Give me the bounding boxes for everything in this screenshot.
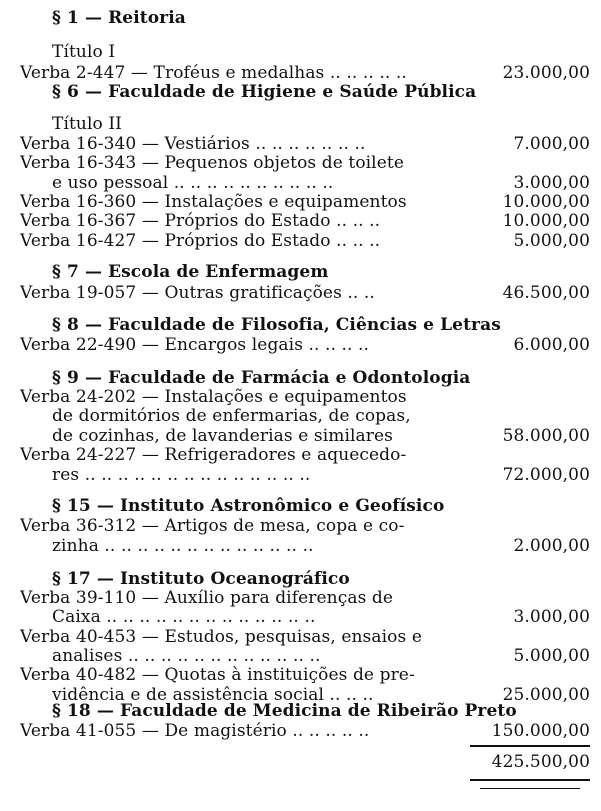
row-amount: 5.000,00 [513, 646, 590, 666]
row-text: Verba 41-055 — De magistério .. .. .. .. .. [20, 721, 370, 741]
row-amount: 3.000,00 [513, 607, 590, 627]
row-amount [480, 588, 590, 608]
row-amount: 25.000,00 [502, 685, 590, 705]
budget-row [20, 134, 590, 154]
row-text: Verba 22-490 — Encargos legais .. .. .. .. [20, 335, 370, 355]
row-text: Verba 16-360 — Instalações e equipamentos [20, 192, 407, 212]
row-amount: 46.500,00 [502, 283, 590, 303]
budget-row [20, 516, 590, 536]
budget-row [20, 192, 590, 212]
row-amount: 10.000,00 [502, 211, 590, 231]
budget-row [20, 153, 590, 173]
row-text: Verba 39-110 — Auxílio para diferenças de [20, 588, 394, 608]
row-amount [480, 627, 590, 647]
row-text: Verba 24-227 — Refrigeradores e aquecedo- [20, 445, 407, 465]
row-text: de dormitórios de enfermarias, de copas, [52, 406, 411, 426]
section-heading: § 18 — Faculdade de Medicina de Ribeirão Preto [52, 701, 517, 721]
total-row [20, 752, 590, 772]
budget-row [52, 426, 590, 446]
budget-row [52, 465, 590, 485]
total-amount: 425.500,00 [491, 752, 590, 772]
row-text: Verba 19-057 — Outras gratificações .. .. [20, 283, 375, 303]
row-amount: 5.000,00 [513, 231, 590, 251]
row-amount: 58.000,00 [502, 426, 590, 446]
row-text: Verba 36-312 — Artigos de mesa, copa e co- [20, 516, 405, 536]
budget-row [52, 173, 590, 193]
budget-row [20, 627, 590, 647]
budget-row [20, 211, 590, 231]
budget-row [20, 588, 590, 608]
row-text: e uso pessoal .. .. .. .. .. .. .. .. .. .. [52, 173, 334, 193]
row-amount: 6.000,00 [513, 335, 590, 355]
row-text: Verba 16-427 — Próprios do Estado .. .. .. [20, 231, 381, 251]
row-amount: 7.000,00 [513, 134, 590, 154]
budget-row [20, 665, 590, 685]
row-text: vidência e de assistência social .. .. .. [52, 685, 374, 705]
titulo-heading: Título II [52, 114, 122, 134]
row-text: Verba 16-367 — Próprios do Estado .. .. .. [20, 211, 381, 231]
section-heading: § 1 — Reitoria [52, 8, 186, 28]
section-heading: § 15 — Instituto Astronômico e Geofísico [52, 496, 445, 516]
budget-row [20, 721, 590, 741]
section-heading: § 7 — Escola de Enfermagem [52, 262, 329, 282]
row-text: analises .. .. .. .. .. .. .. .. .. .. .. .. [52, 646, 321, 666]
budget-row [20, 445, 590, 465]
row-text: zinha .. .. .. .. .. .. .. .. .. .. .. .. .. [52, 536, 314, 556]
row-text: Verba 24-202 — Instalações e equipamentos [20, 387, 407, 407]
row-text: res .. .. .. .. .. .. .. .. .. .. .. .. .. .. [52, 465, 311, 485]
row-text: de cozinhas, de lavanderias e similares [52, 426, 394, 446]
section-heading: § 9 — Faculdade de Farmácia e Odontologia [52, 368, 471, 388]
row-amount [480, 445, 590, 465]
row-text: Verba 2-447 — Troféus e medalhas .. .. .. .. .. [20, 63, 407, 83]
budget-row [20, 335, 590, 355]
row-text: Verba 40-482 — Quotas à instituições de pre- [20, 665, 415, 685]
total-rule-bottom [470, 779, 590, 781]
row-amount [480, 387, 590, 407]
budget-row [20, 63, 590, 83]
row-amount: 23.000,00 [502, 63, 590, 83]
row-text: Verba 16-343 — Pequenos objetos de toilete [20, 153, 404, 173]
row-amount: 150.000,00 [491, 721, 590, 741]
row-text: Caixa .. .. .. .. .. .. .. .. .. .. .. .. .. [52, 607, 316, 627]
budget-row [52, 536, 590, 556]
budget-row [52, 607, 590, 627]
row-amount [480, 516, 590, 536]
row-amount: 72.000,00 [502, 465, 590, 485]
row-amount: 10.000,00 [502, 192, 590, 212]
row-amount: 3.000,00 [513, 173, 590, 193]
row-amount: 2.000,00 [513, 536, 590, 556]
row-text: Verba 16-340 — Vestiários .. .. .. .. .. .. .. [20, 134, 366, 154]
row-text: Verba 40-453 — Estudos, pesquisas, ensaios e [20, 627, 422, 647]
row-amount [480, 665, 590, 685]
budget-row [20, 387, 590, 407]
total-rule-top [470, 745, 590, 747]
section-heading: § 17 — Instituto Oceanográfico [52, 569, 350, 589]
budget-row [20, 283, 590, 303]
total-rule-double [480, 788, 580, 789]
section-heading: § 6 — Faculdade de Higiene e Saúde Pública [52, 82, 477, 102]
section-heading: § 8 — Faculdade de Filosofia, Ciências e Letras [52, 315, 501, 335]
row-amount [480, 153, 590, 173]
budget-row [52, 406, 590, 426]
budget-row [20, 231, 590, 251]
row-amount [480, 406, 590, 426]
budget-row [52, 646, 590, 666]
titulo-heading: Título I [52, 42, 116, 62]
